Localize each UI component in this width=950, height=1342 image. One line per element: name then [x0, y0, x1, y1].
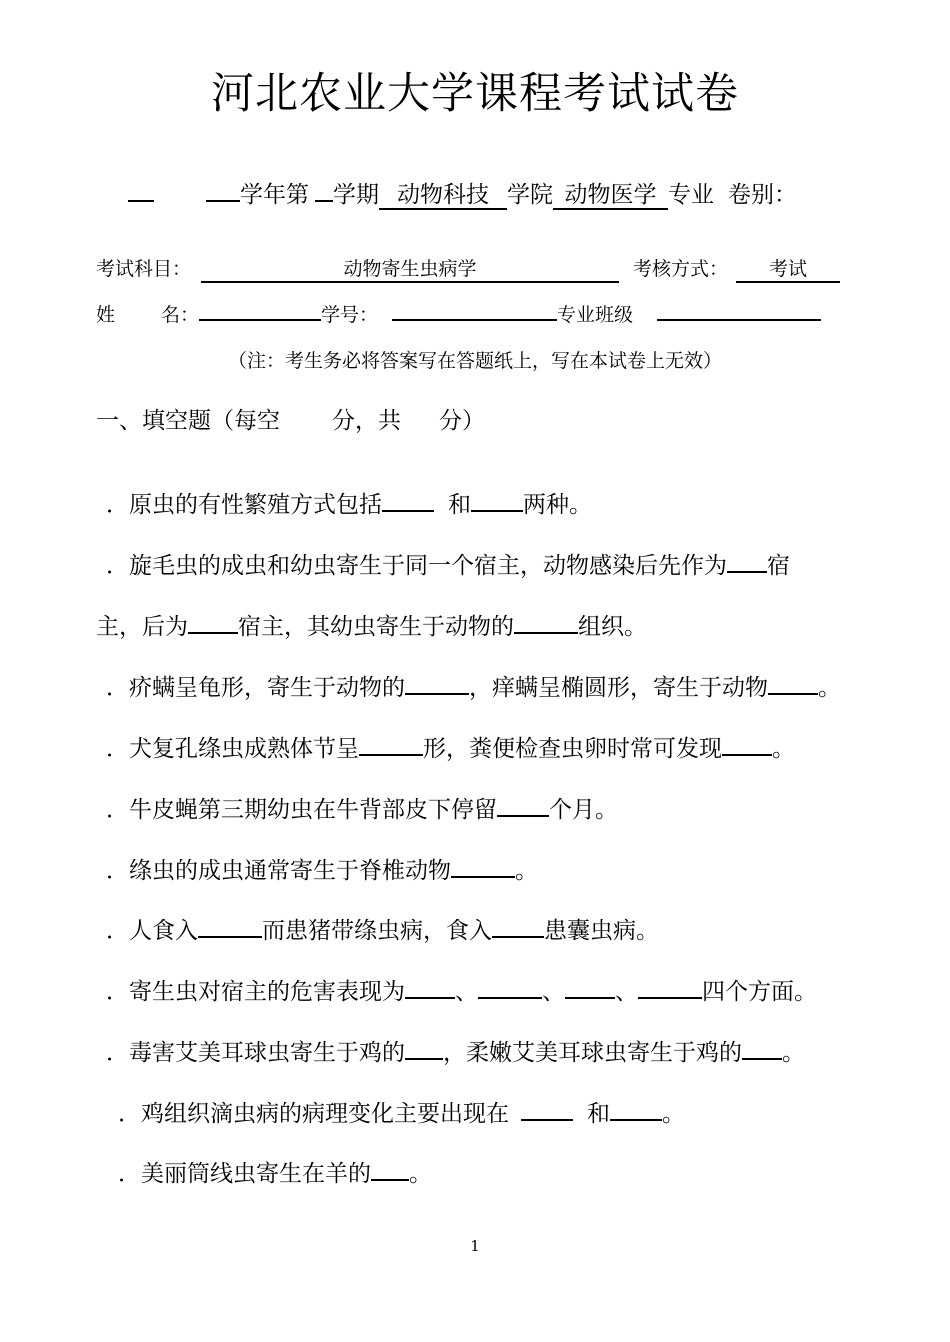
student-id-field — [392, 319, 557, 321]
answer-blank — [478, 997, 542, 999]
year-end-blank — [206, 200, 240, 202]
name-label-1: 姓 — [96, 304, 116, 326]
section-title: 一、填空题（每空 分，共 分） — [96, 408, 485, 434]
question-2-continued: 主，后为 宿主，其幼虫寄生于动物的 组织。 — [96, 614, 647, 640]
subject-label: 考试科目： — [96, 258, 192, 280]
college-field: 动物科技 — [379, 182, 507, 210]
student-line — [96, 300, 821, 327]
year-start-blank — [128, 200, 154, 202]
question-6: ．绦虫的成虫通常寄生于脊椎动物 。 — [106, 858, 538, 884]
answer-blank — [497, 815, 549, 817]
semester-text-1: 学年第 — [240, 182, 309, 208]
method-field: 考试 — [736, 259, 840, 283]
semester-text-4: 专业 — [668, 182, 714, 208]
answer-blank — [727, 571, 767, 573]
answer-blank — [638, 997, 702, 999]
class-label: 专业班级 — [557, 304, 634, 326]
answer-blank — [382, 510, 434, 512]
student-id-label: 学号： — [321, 304, 379, 326]
answer-blank — [565, 997, 615, 999]
answer-blank — [471, 510, 523, 512]
question-4: ．犬复孔绦虫成熟体节呈 形，粪便检查虫卵时常可发现 。 — [106, 736, 795, 762]
class-field — [657, 319, 821, 321]
answer-blank — [371, 1179, 409, 1181]
exam-note: （注：考生务必将答案写在答题纸上，写在本试卷上无效） — [227, 350, 722, 372]
answer-blank — [405, 693, 469, 695]
answer-blank — [521, 1119, 573, 1121]
question-5: ．牛皮蝇第三期幼虫在牛背部皮下停留 个月。 — [106, 797, 618, 823]
semester-text-3: 学院 — [507, 182, 553, 208]
answer-blank — [359, 754, 423, 756]
answer-blank — [188, 632, 238, 634]
term-blank — [315, 200, 333, 202]
page-title: 河北农业大学课程考试试卷 — [211, 69, 739, 119]
subject-line — [96, 254, 840, 283]
answer-blank — [198, 936, 262, 938]
major-field: 动物医学 — [553, 182, 668, 210]
subject-field: 动物寄生虫病学 — [201, 259, 619, 283]
question-9: ．毒害艾美耳球虫寄生于鸡的 ，柔嫩艾美耳球虫寄生于鸡的 。 — [106, 1040, 805, 1066]
page-number: 1 — [470, 1237, 480, 1255]
answer-blank — [451, 876, 515, 878]
answer-blank — [514, 632, 578, 634]
question-8: ．寄生虫对宿主的危害表现为 、 、 、 四个方面。 — [106, 979, 817, 1005]
question-1: ．原虫的有性繁殖方式包括 和 两种。 — [106, 492, 592, 518]
paper-type-label: 卷别： — [728, 182, 797, 208]
answer-blank — [405, 997, 455, 999]
question-10: ．鸡组织滴虫病的病理变化主要出现在 和 。 — [118, 1101, 685, 1127]
question-7: ．人食入 而患猪带绦虫病，食入 患囊虫病。 — [106, 918, 659, 944]
question-11: ．美丽筒线虫寄生在羊的 。 — [118, 1161, 432, 1187]
name-label-2: 名： — [161, 304, 200, 326]
answer-blank — [722, 754, 772, 756]
answer-blank — [768, 693, 818, 695]
question-2: ．旋毛虫的成虫和幼虫寄生于同一个宿主，动物感染后先作为 宿 — [106, 553, 790, 579]
answer-blank — [742, 1058, 782, 1060]
question-3: ．疥螨呈龟形，寄生于动物的 ，痒螨呈椭圆形，寄生于动物 。 — [106, 675, 841, 701]
answer-blank — [492, 936, 544, 938]
answer-blank — [405, 1058, 443, 1060]
semester-line — [128, 176, 797, 210]
method-label: 考核方式： — [633, 258, 729, 280]
name-field — [199, 319, 321, 321]
semester-text-2: 学期 — [333, 182, 379, 208]
answer-blank — [610, 1119, 662, 1121]
